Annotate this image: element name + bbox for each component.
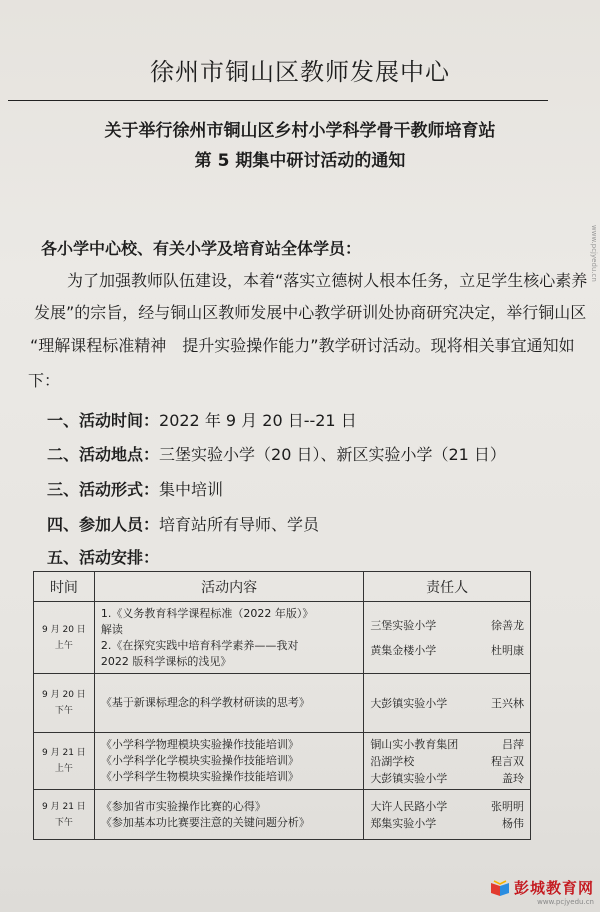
person-name: 王兴林	[491, 696, 524, 710]
time-date: 9 月 20 日	[42, 624, 86, 635]
notice-title-line-2: 第 5 期集中研讨活动的通知	[194, 151, 406, 171]
person-name: 徐善龙	[491, 618, 524, 632]
content-line: 1.《义务教育科学课程标准（2022 年版）》	[100, 606, 314, 620]
watermark	[490, 877, 594, 906]
responsible-entry	[370, 815, 524, 832]
table-row	[34, 602, 531, 674]
header-time: 时间	[34, 572, 95, 602]
person-name: 杨伟	[502, 816, 524, 830]
section-participants	[47, 512, 319, 535]
section-heading: 一、活动时间：	[47, 411, 160, 430]
content-line: 《参加省市实验操作比赛的心得》	[100, 799, 266, 813]
table-header-row	[34, 572, 531, 602]
content-line: 《基于新课标理念的科学教材研读的思考》	[100, 696, 310, 709]
content-cell	[94, 790, 363, 840]
time-cell	[34, 602, 95, 674]
body-line-1: 为了加强教师队伍建设，本着“落实立德树人根本任务，立足学生核心素养	[67, 271, 588, 290]
responsible-entry	[370, 695, 524, 712]
content-cell	[94, 674, 363, 733]
school-name: 黄集金楼小学	[370, 643, 437, 657]
time-period: 下午	[54, 817, 73, 828]
school-name: 大彭镇实验小学	[370, 771, 448, 785]
responsible-entry	[370, 770, 524, 787]
time-cell	[34, 790, 95, 840]
time-cell	[34, 733, 95, 790]
header-content: 活动内容	[94, 572, 363, 602]
section-heading: 四、参加人员：	[47, 515, 160, 534]
time-period: 上午	[54, 764, 73, 774]
responsible-cell	[364, 674, 531, 733]
person-name: 盖玲	[502, 771, 524, 785]
notice-title-line-1: 关于举行徐州市铜山区乡村小学科学骨干教师培育站	[104, 121, 496, 141]
person-name: 杜明康	[491, 643, 524, 657]
responsible-entry	[370, 753, 524, 770]
responsible-entry	[370, 798, 524, 815]
table-row	[34, 733, 531, 790]
watermark-text: 彭城教育网	[513, 879, 594, 897]
content-line: 《小学科学化学模块实验操作技能培训》	[100, 754, 299, 767]
content-line: 《小学科学生物模块实验操作技能培训》	[100, 770, 299, 783]
body-line-2: 发展”的宗旨，经与铜山区教师发展中心教学研训处协商研究决定，举行铜山区	[34, 303, 587, 322]
school-name: 大彭镇实验小学	[370, 696, 448, 710]
content-line: 2.《在探究实践中培育科学素养——我对	[100, 638, 299, 652]
section-schedule	[47, 545, 159, 568]
body-line-4: 下：	[28, 371, 61, 390]
header-rule	[8, 100, 548, 101]
watermark-url: www.pcjyedu.cn	[537, 898, 594, 906]
responsible-cell	[364, 733, 531, 790]
responsible-entry	[370, 736, 524, 753]
book-logo-icon	[490, 879, 510, 897]
person-name: 吕萍	[502, 737, 524, 751]
table-row	[34, 790, 531, 840]
school-name: 郑集实验小学	[370, 816, 437, 830]
table-row	[34, 674, 531, 733]
content-line: 解读	[100, 622, 123, 636]
section-text: 三堡实验小学（20 日）、新区实验小学（21 日）	[159, 445, 506, 464]
section-location	[47, 442, 506, 465]
responsible-cell	[364, 790, 531, 840]
section-text: 2022 年 9 月 20 日--21 日	[159, 411, 357, 430]
content-line: 2022 版科学课标的浅见》	[100, 654, 232, 668]
schedule-table	[33, 571, 531, 840]
school-name: 铜山实小教育集团	[370, 737, 459, 751]
school-name: 沿湖学校	[370, 754, 415, 768]
content-cell	[94, 733, 363, 790]
time-period: 上午	[54, 640, 73, 651]
responsible-cell	[364, 602, 531, 674]
person-name: 张明明	[491, 799, 524, 813]
section-heading: 五、活动安排：	[47, 548, 160, 567]
section-text: 集中培训	[159, 480, 224, 499]
time-date: 9 月 21 日	[42, 801, 86, 812]
header-responsible: 责任人	[364, 572, 531, 602]
side-watermark-url: www.pcjyedu.cn	[590, 225, 598, 282]
time-date: 9 月 20 日	[42, 690, 86, 700]
section-heading: 三、活动形式：	[47, 480, 160, 499]
school-name: 大许人民路小学	[370, 799, 448, 813]
content-cell	[94, 602, 363, 674]
section-format	[47, 477, 223, 500]
responsible-entry	[370, 642, 524, 659]
content-line: 《参加基本功比赛要注意的关键问题分析》	[100, 815, 310, 829]
section-heading: 二、活动地点：	[47, 445, 160, 464]
salutation: 各小学中心校、有关小学及培育站全体学员：	[41, 239, 362, 258]
org-title: 徐州市铜山区教师发展中心	[150, 58, 450, 86]
school-name: 三堡实验小学	[370, 618, 437, 632]
time-cell	[34, 674, 95, 733]
responsible-entry	[370, 617, 524, 634]
person-name: 程言双	[491, 754, 524, 768]
section-text: 培育站所有导师、学员	[159, 515, 320, 534]
body-line-3: “理解课程标准精神 提升实验操作能力”教学研讨活动。现将相关事宜通知如	[30, 336, 575, 355]
time-period: 下午	[54, 706, 73, 716]
content-line: 《小学科学物理模块实验操作技能培训》	[100, 738, 299, 751]
section-time	[47, 408, 357, 431]
time-date: 9 月 21 日	[42, 748, 86, 758]
